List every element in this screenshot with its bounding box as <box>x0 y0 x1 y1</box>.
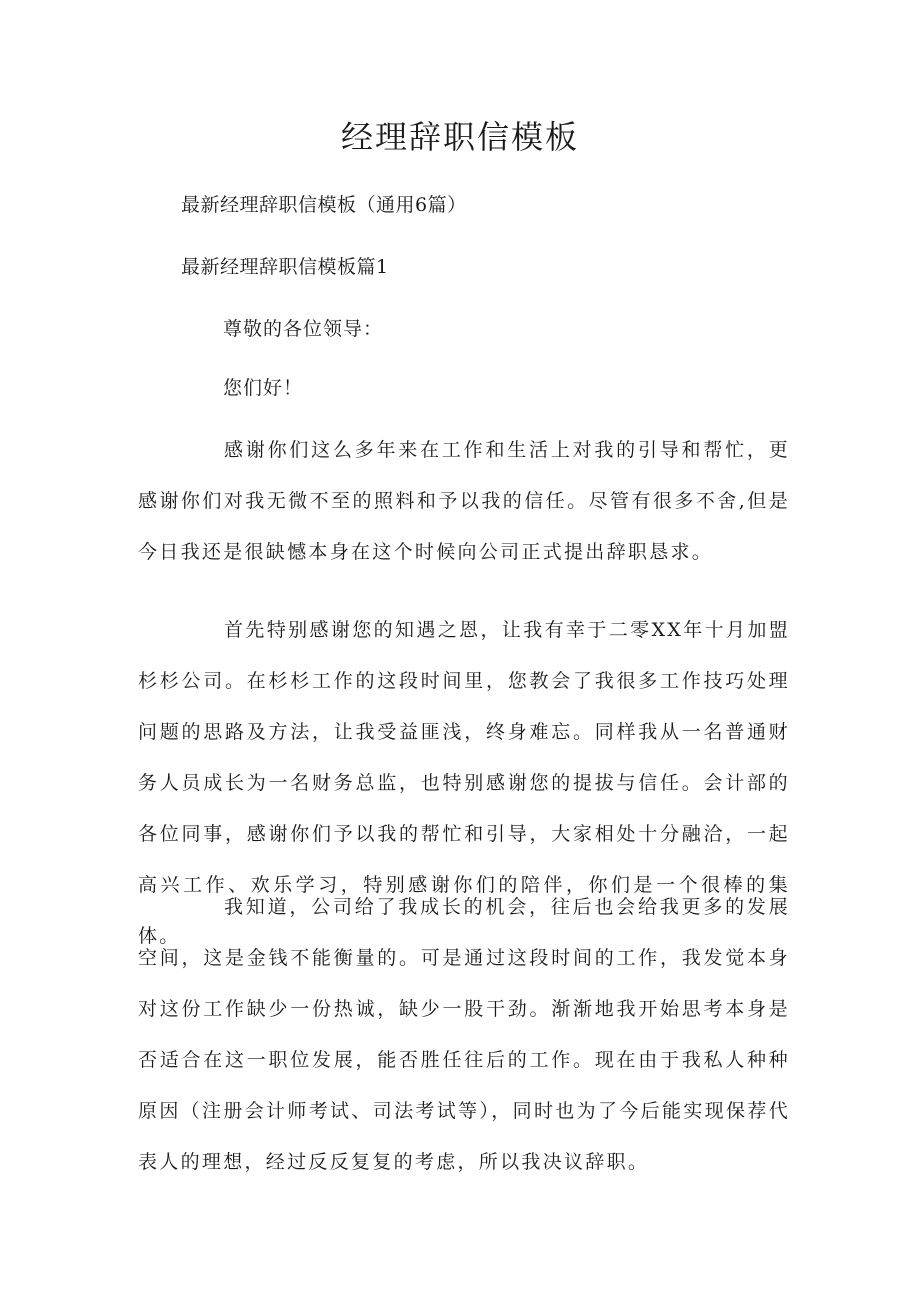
document-title: 经理辞职信模板 <box>340 118 579 156</box>
document-subtitle: 最新经理辞职信模板（通用6篇） <box>181 194 467 216</box>
letter-paragraph-1: 感谢你们这么多年来在工作和生活上对我的引导和帮忙，更感谢你们对我无微不至的照料和予以我的信任。尽管有很多不舍,但是今日我还是很缺憾本身在这个时候向公司正式提出辞职恳求。 <box>138 439 790 563</box>
letter-paragraph-3: 我知道，公司给了我成长的机会，往后也会给我更多的发展空间，这是金钱不能衡量的。可是通过这段时间的工作，我发觉本身对这份工作缺少一份热诚，缺少一股干劲。渐渐地我开始思考本身是否适合在这一职位发展，能否胜任往后的工作。现在由于我私人种种原因（注册会计师考试、司法考试等），同时也为了今后能实现保荐代表人的理想，经过反反复复的考虑，所以我决议辞职。 <box>138 896 790 1173</box>
section-heading: 最新经理辞职信模板篇1 <box>181 256 389 278</box>
letter-greeting: 您们好！ <box>223 377 304 399</box>
letter-paragraph-2: 首先特别感谢您的知遇之恩，让我有幸于二零XX年十月加盟杉杉公司。在杉杉工作的这段时间里，您教会了我很多工作技巧处理问题的思路及方法，让我受益匪浅，终身难忘。同样我从一名普通财务人员成长为一名财务总监，也特别感谢您的提拔与信任。会计部的各位同事，感谢你们予以我的帮忙和引导，大家相处十分融洽，一起高兴工作、欢乐学习，特别感谢你们的陪伴，你们是一个很棒的集体。 <box>138 619 790 947</box>
letter-salutation: 尊敬的各位领导： <box>223 318 384 340</box>
